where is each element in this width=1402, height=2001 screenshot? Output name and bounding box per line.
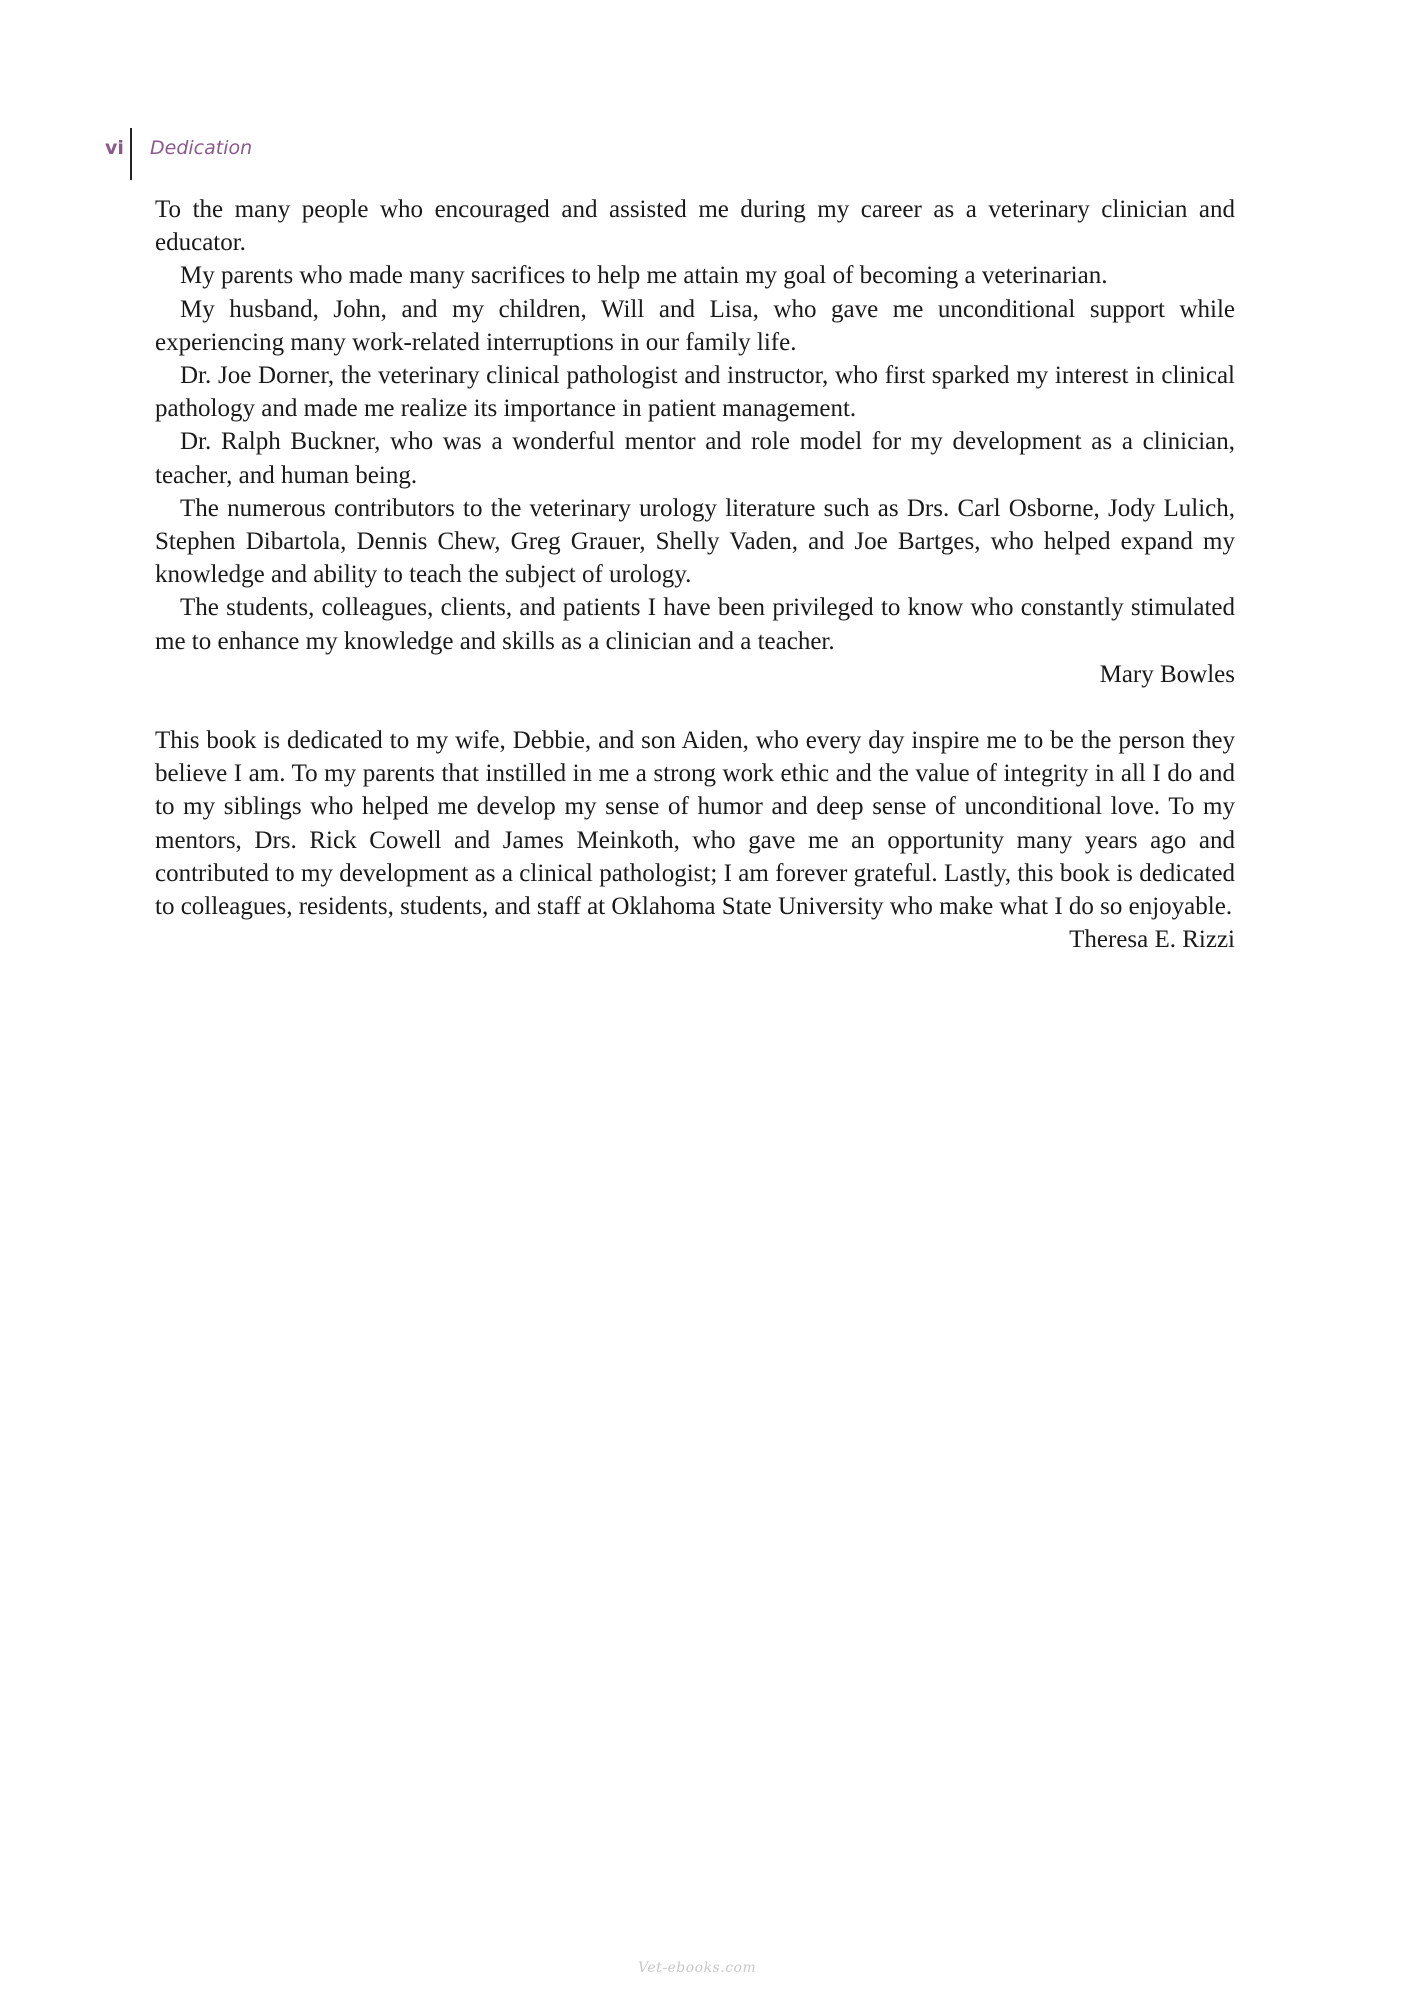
watermark-logo: Vet-ebooks.com bbox=[638, 1960, 757, 1976]
dedication-body bbox=[155, 193, 1235, 956]
header-divider bbox=[130, 128, 132, 180]
dedication-paragraph: My parents who made many sacrifices to help me attain my goal of becoming a veterinarian. bbox=[180, 262, 1108, 290]
signature-mary-bowles: Mary Bowles bbox=[1099, 660, 1235, 688]
dedication-paragraph: Dr. Ralph Buckner, who was a wonderful mentor and role model for my development as a clinician, teacher, and human being. bbox=[155, 428, 1235, 489]
dedication-paragraph: My husband, John, and my children, Will and Lisa, who gave me unconditional support while experiencing many work-related interruptions in our family life. bbox=[155, 295, 1235, 356]
dedication-paragraph: The numerous contributors to the veterinary urology literature such as Drs. Carl Osborne, Jody Lulich, Stephen Dibartola, Dennis Chew, Greg Grauer, Shelly Vaden, and Joe Bartges, who helped expand my knowledge and ability to teach the subject of urology. bbox=[155, 494, 1235, 589]
signature-theresa-rizzi: Theresa E. Rizzi bbox=[1069, 926, 1235, 954]
block-spacer bbox=[155, 691, 1235, 724]
page-number: vi bbox=[105, 137, 124, 159]
running-head bbox=[105, 128, 252, 180]
dedication-paragraph: Dr. Joe Dorner, the veterinary clinical pathologist and instructor, who first sparked my interest in clinical pathology and made me realize its importance in patient management. bbox=[155, 362, 1235, 423]
dedication-paragraph: The students, colleagues, clients, and patients I have been privileged to know who constantly stimulated me to enhance my knowledge and skills as a clinician and a teacher. bbox=[155, 594, 1235, 655]
section-title: Dedication bbox=[150, 137, 253, 159]
dedication-second: This book is dedicated to my wife, Debbie, and son Aiden, who every day inspire me to be the person they believe I am. To my parents that instilled in me a strong work ethic and the value of integrity in all I do and to my siblings who helped me develop my sense of humor and deep sense of unconditional love. To my mentors, Drs. Rick Cowell and James Meinkoth, who gave me an opportunity many years ago and contributed to my development as a clinical pathologist; I am forever grateful. Lastly, this book is dedicated to colleagues, residents, students, and staff at Oklahoma State University who make what I do so enjoyable. bbox=[155, 727, 1235, 921]
dedication-opening: To the many people who encouraged and assisted me during my career as a veterinary clinician and educator. bbox=[155, 196, 1235, 257]
